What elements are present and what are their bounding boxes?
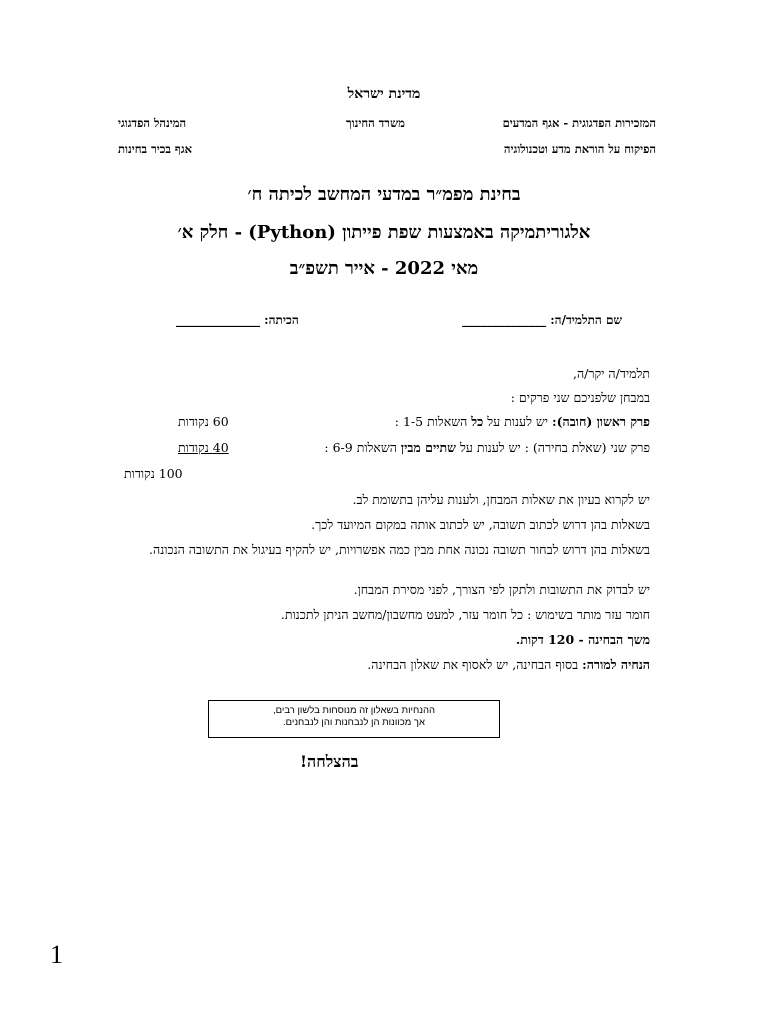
gender-note-line-2: אך מכוונות הן לנבחנות והן לנבחנים. bbox=[283, 717, 425, 728]
part2-description bbox=[324, 440, 650, 456]
header-left-line-2: אגף בכיר בחינות bbox=[118, 142, 193, 156]
part1-text-b: השאלות 1-5 : bbox=[394, 414, 472, 429]
header-left-line-1: המינהל הפדגוגי bbox=[118, 116, 187, 130]
intro-text: במבחן שלפניכם שני פרקים : bbox=[510, 390, 650, 405]
header-middle-line-1: משרד החינוך bbox=[346, 116, 405, 130]
student-name-field[interactable]: שם התלמיד/ה: ______________ bbox=[462, 313, 622, 327]
page-number: 1 bbox=[50, 940, 63, 969]
instruction-2: בשאלות בהן דרוש לכתוב תשובה, יש לכתוב אותה במקום המיועד לכך. bbox=[311, 517, 650, 532]
part2-points: 40 נקודות bbox=[178, 440, 229, 455]
teacher-note-text: בסוף הבחינה, יש לאסוף את שאלון הבחינה. bbox=[367, 657, 583, 672]
part1-text-a: יש לענות על bbox=[483, 414, 552, 429]
part2-bold: שתיים מבין bbox=[400, 440, 456, 455]
exam-title: בחינת מפמ״ר במדעי המחשב לכיתה ח׳ bbox=[247, 184, 521, 205]
country-heading: מדינת ישראל bbox=[347, 86, 421, 102]
part1-points: 60 נקודות bbox=[178, 414, 229, 429]
part1-label: פרק ראשון (חובה): bbox=[552, 414, 650, 429]
part1-bold: כל bbox=[471, 414, 484, 429]
instruction-5: חומר עזר מותר בשימוש : כל חומר עזר, למעט מחשבון/מחשב הניתן לתכנות. bbox=[280, 607, 650, 622]
class-field[interactable]: הכיתה: ______________ bbox=[176, 313, 299, 327]
instruction-1: יש לקרוא בעיון את שאלות המבחן, ולענות עליהן בתשומת לב. bbox=[352, 492, 650, 507]
total-points: 100 נקודות bbox=[124, 466, 183, 481]
instruction-3: בשאלות בהן דרוש לבחור תשובה נכונה אחת מבין כמה אפשרויות, יש להקיף בעיגול את התשובה הנכונה. bbox=[149, 542, 650, 557]
exam-subtitle: אלגוריתמיקה באמצעות שפת פייתון (Python) - חלק א׳ bbox=[177, 222, 591, 243]
gender-note-line-1: ההנחיות בשאלון זה מנוסחות בלשון רבים, bbox=[272, 705, 435, 716]
instruction-4: יש לבדוק את התשובות ולתקן לפי הצורך, לפני מסירת המבחן. bbox=[353, 582, 650, 597]
gender-note-box bbox=[208, 700, 500, 738]
header-right-line-2: הפיקוח על הוראת מדע וטכנולוגיה bbox=[503, 142, 656, 156]
part2-text-a: פרק שני (שאלת בחירה) : יש לענות על bbox=[455, 440, 650, 455]
part2-text-b: השאלות 6-9 : bbox=[324, 440, 401, 455]
greeting-text: תלמיד/ה יקר/ה, bbox=[572, 366, 650, 381]
teacher-note bbox=[367, 657, 650, 673]
header-right-line-1: המזכירות הפדגוגית - אגף המדעים bbox=[502, 116, 656, 130]
exam-date: מאי 2022 - אייר תשפ״ב bbox=[289, 258, 479, 279]
good-luck-text: בהצלחה! bbox=[300, 752, 359, 771]
teacher-note-label: הנחיה למורה: bbox=[582, 657, 650, 672]
part1-description bbox=[395, 414, 650, 430]
exam-duration: משך הבחינה - 120 דקות. bbox=[515, 632, 650, 647]
